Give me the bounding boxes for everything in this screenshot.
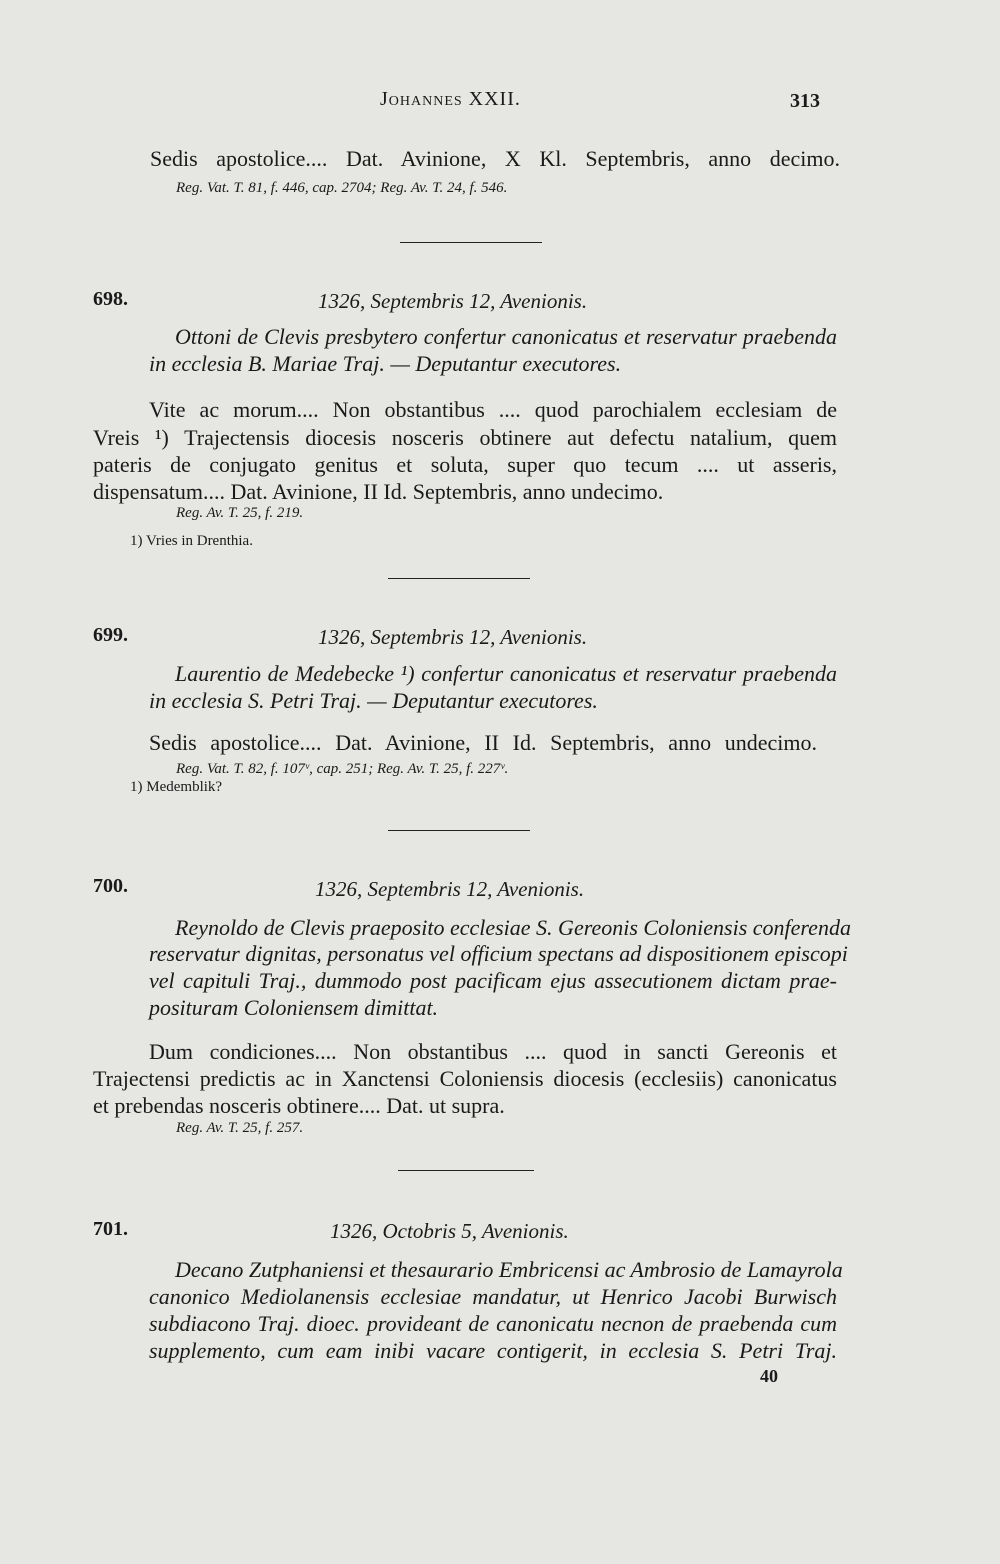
entry-number: 699. [93,624,128,646]
entry-number: 701. [93,1218,128,1240]
intro-reference: Reg. Vat. T. 81, f. 446, cap. 2704; Reg. Av. T. 24, f. 546. [176,180,508,196]
running-header: Johannes XXII. [380,88,521,110]
footnote: 1) Vries in Drenthia. [130,533,253,549]
entry-summary-line: supplemento, cum eam inibi vacare contigerit, in ecclesia S. Petri Traj. [149,1338,837,1363]
separator-rule [398,1170,534,1171]
entry-text-line: Trajectensi predictis ac in Xanctensi Coloniensis diocesis (ecclesiis) canonicatus [93,1066,837,1091]
entry-summary-line: Ottoni de Clevis presbytero confertur canonicatus et reservatur praebenda [175,324,837,349]
entry-date: 1326, Octobris 5, Avenionis. [330,1219,569,1243]
entry-summary-line: subdiacono Traj. dioec. provideant de canonicatu necnon de praebenda cum [149,1311,837,1336]
entry-text-line: pateris de conjugato genitus et soluta, super quo tecum .... ut asseris, [93,452,837,477]
page-number: 313 [790,90,820,112]
entry-text-line: Vite ac morum.... Non obstantibus .... quod parochialem ecclesiam de [149,397,837,422]
entry-reference: Reg. Av. T. 25, f. 219. [176,505,304,521]
entry-reference: Reg. Av. T. 25, f. 257. [176,1120,304,1136]
intro-text-line: Sedis apostolice.... Dat. Avinione, X Kl. Septembris, anno decimo. [150,146,840,171]
entry-number: 698. [93,288,128,310]
entry-summary-line: reservatur dignitas, personatus vel officium spectans ad dispositionem episcopi [149,941,848,966]
separator-rule [388,830,530,831]
entry-summary-line: canonico Mediolanensis ecclesiae mandatur, ut Henrico Jacobi Burwisch [149,1284,837,1309]
entry-date: 1326, Septembris 12, Avenionis. [318,289,588,313]
entry-text-line: Vreis ¹) Trajectensis diocesis nosceris obtinere aut defectu natalium, quem [93,425,837,450]
entry-text-line: et prebendas nosceris obtinere.... Dat. ut supra. [93,1093,505,1118]
entry-reference: Reg. Vat. T. 82, f. 107ᵛ, cap. 251; Reg. Av. T. 25, f. 227ᵛ. [176,761,509,777]
signature-mark: 40 [760,1366,778,1386]
entry-text-line: Dum condiciones.... Non obstantibus .... quod in sancti Gereonis et [149,1039,837,1064]
entry-text-line: Sedis apostolice.... Dat. Avinione, II Id. Septembris, anno undecimo. [149,730,817,755]
entry-text-line: dispensatum.... Dat. Avinione, II Id. Septembris, anno undecimo. [93,479,664,504]
entry-summary-line: in ecclesia B. Mariae Traj. — Deputantur executores. [149,351,622,376]
footnote: 1) Medemblik? [130,779,223,795]
entry-number: 700. [93,875,128,897]
separator-rule [400,242,542,243]
entry-date: 1326, Septembris 12, Avenionis. [315,877,585,901]
entry-summary-line: Reynoldo de Clevis praeposito ecclesiae S. Gereonis Coloniensis conferenda [175,915,851,940]
entry-summary-line: Laurentio de Medebecke ¹) confertur canonicatus et reservatur praebenda [175,661,837,686]
entry-summary-line: posituram Coloniensem dimittat. [149,995,439,1020]
entry-summary-line: in ecclesia S. Petri Traj. — Deputantur executores. [149,688,598,713]
entry-date: 1326, Septembris 12, Avenionis. [318,625,588,649]
entry-summary-line: Decano Zutphaniensi et thesaurario Embricensi ac Ambrosio de Lamayrola [175,1257,843,1282]
separator-rule [388,578,530,579]
entry-summary-line: vel capituli Traj., dummodo post pacificam ejus assecutionem dictam prae- [149,968,837,993]
